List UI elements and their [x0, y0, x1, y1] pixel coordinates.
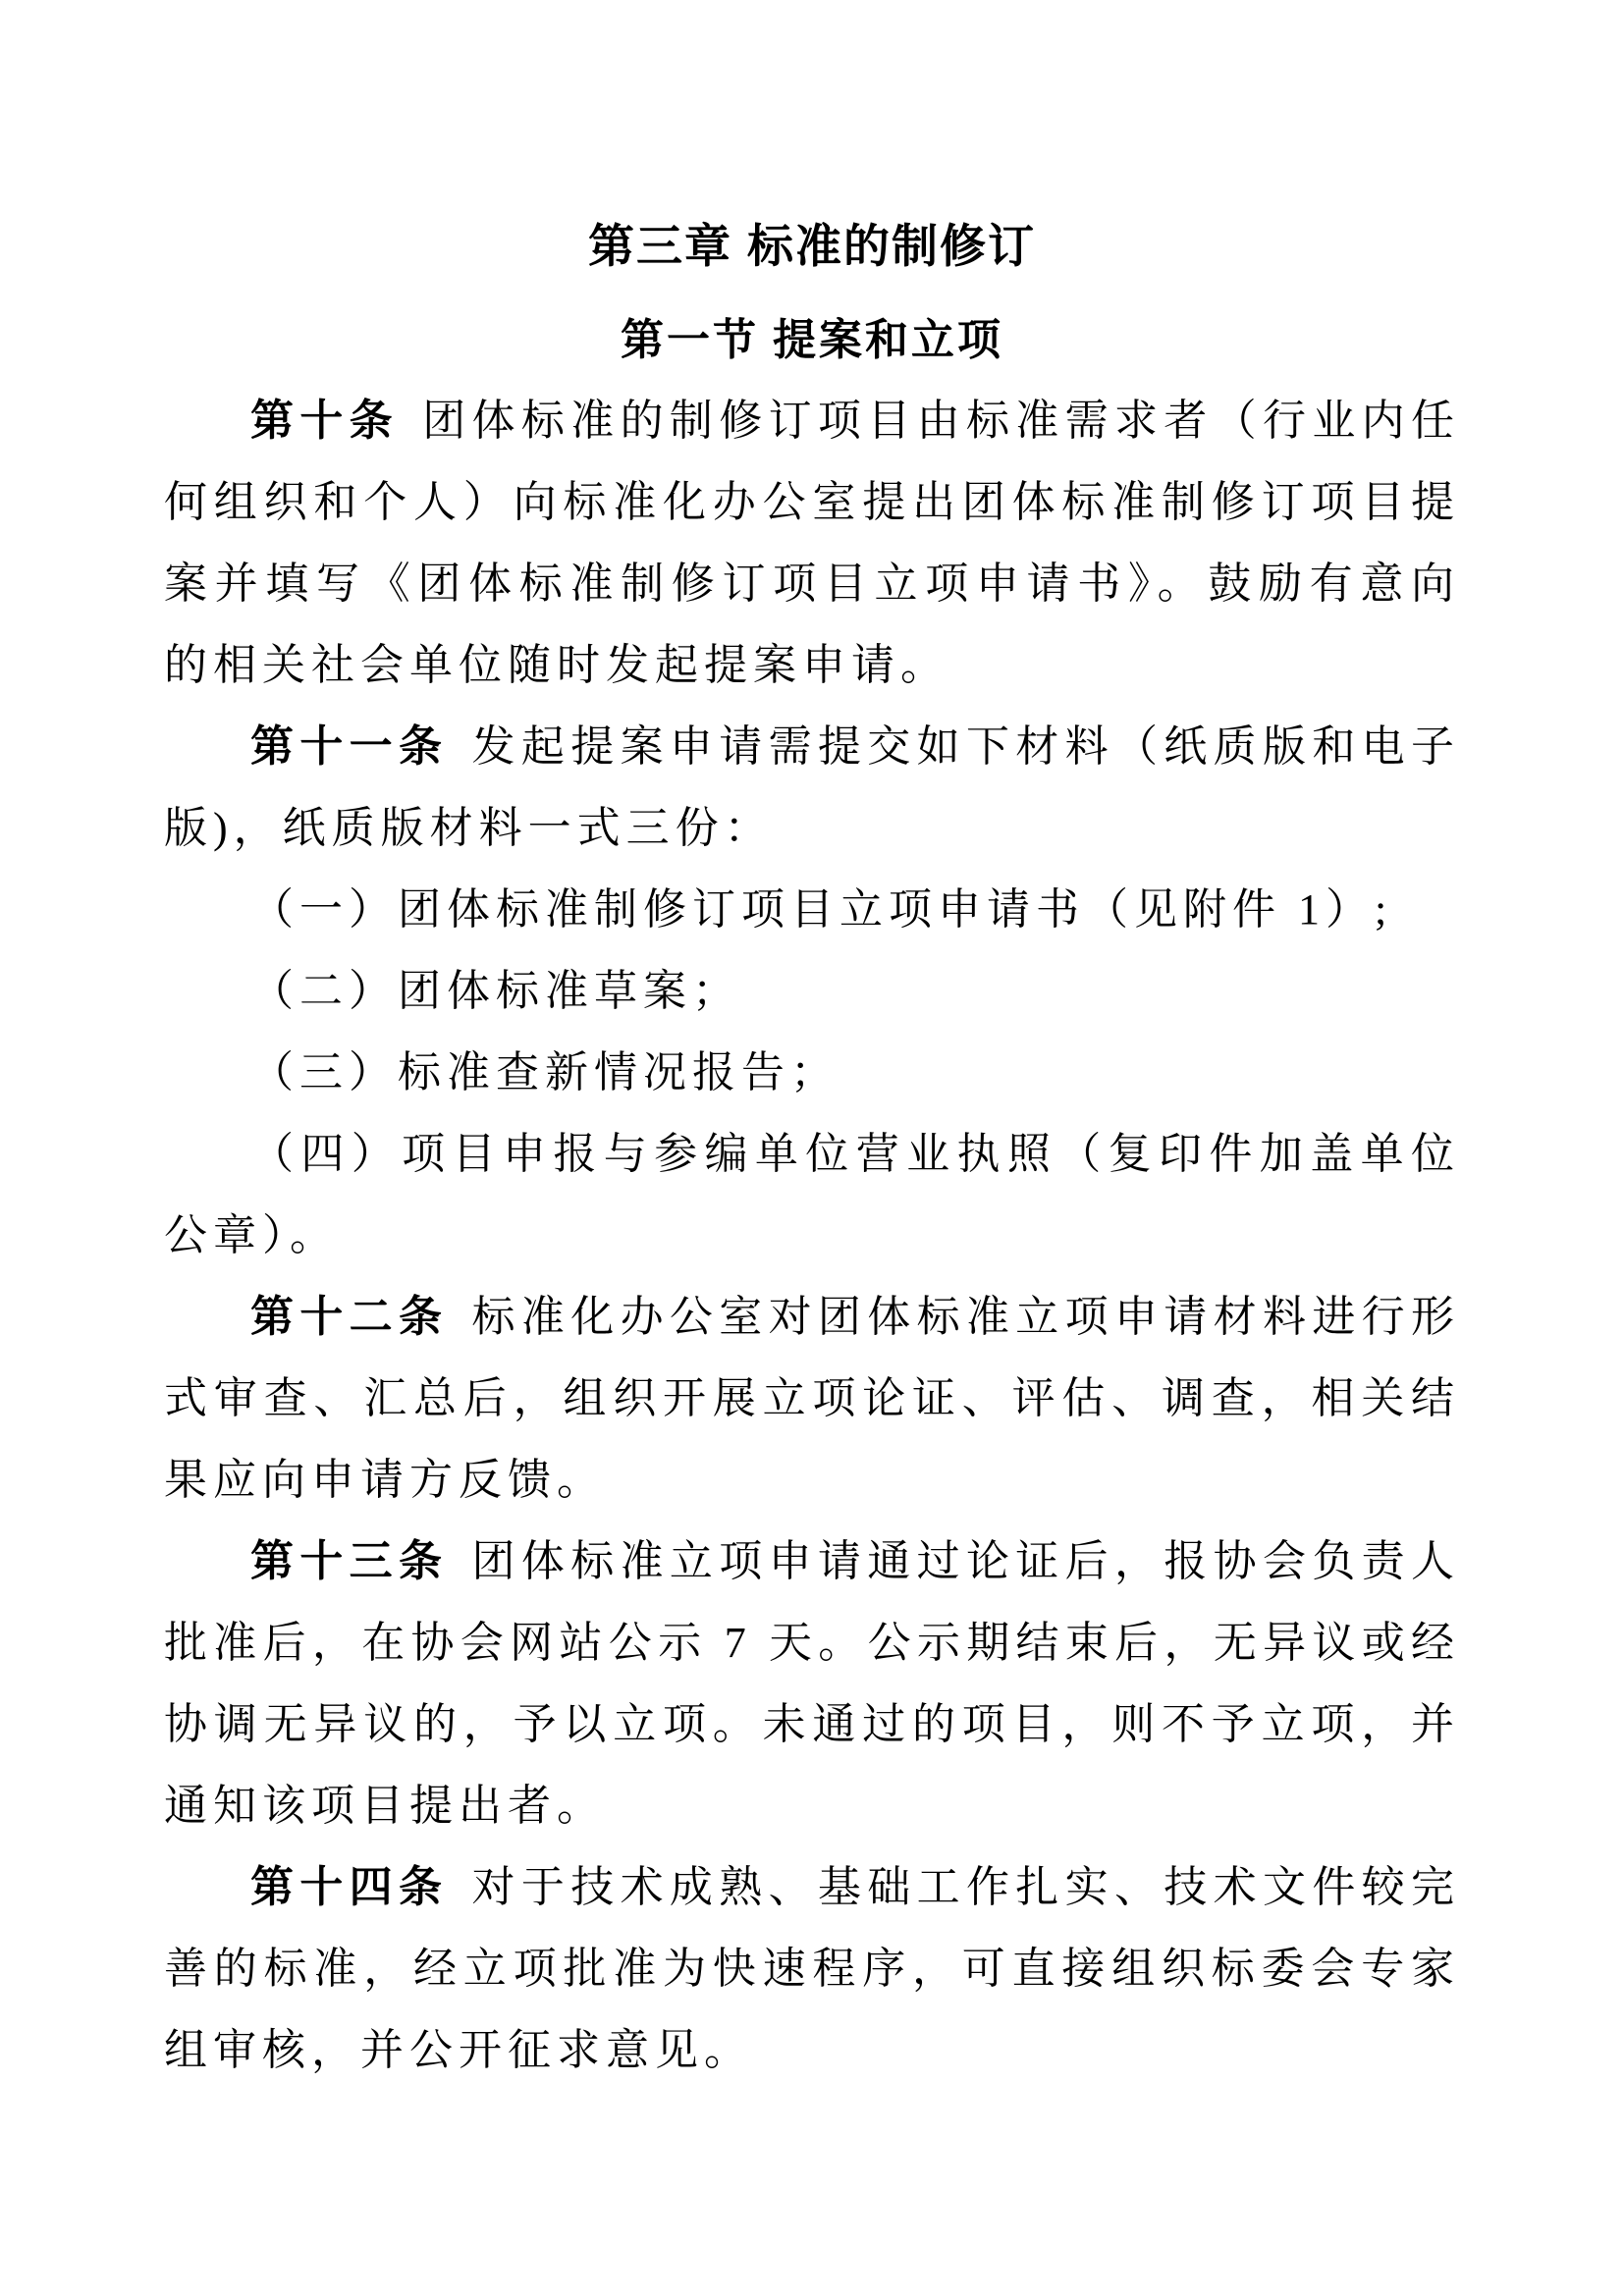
paragraph-text: 对于技术成熟、基础工作扎实、技术文件较完善的标准，经立项批准为快速程序，可直接组织标委会专家组审核，并公开征求意见。	[164, 1863, 1460, 2075]
article-number: 第十四条	[250, 1863, 449, 1912]
list-item-2	[164, 950, 1460, 1032]
page-content	[0, 221, 1624, 2091]
list-item-4	[164, 1113, 1460, 1276]
paragraph-article-11	[164, 706, 1460, 869]
list-item-1	[164, 869, 1460, 950]
paragraph-text: 发起提案申请需提交如下材料（纸质版和电子版)，纸质版材料一式三份：	[164, 722, 1460, 853]
chapter-title: 第三章 标准的制修订	[587, 220, 1037, 272]
paragraph-text: （四）项目申报与参编单位营业执照（复印件加盖单位公章）。	[164, 1130, 1460, 1260]
paragraph-article-13	[164, 1521, 1460, 1846]
list-item-3	[164, 1032, 1460, 1113]
document-body	[164, 380, 1460, 2091]
article-number: 第十条	[250, 397, 400, 446]
section-title: 第一节 提案和立项	[621, 315, 1003, 364]
article-number: 第十一条	[250, 722, 449, 772]
article-number: 第十二条	[250, 1293, 449, 1342]
paragraph-text: 团体标准的制修订项目由标准需求者（行业内任何组织和个人）向标准化办公室提出团体标准制修订项目提案并填写《团体标准制修订项目立项申请书》。鼓励有意向的相关社会单位随时发起提案申请。	[164, 397, 1461, 690]
paragraph-text: 团体标准立项申请通过论证后，报协会负责人批准后，在协会网站公示 7 天。公示期结束后，无异议或经协调无异议的，予以立项。未通过的项目，则不予立项，并通知该项目提出者。	[164, 1537, 1460, 1831]
paragraph-article-10	[164, 380, 1460, 706]
paragraph-text: （二）团体标准草案；	[250, 967, 741, 1016]
paragraph-text: （一）团体标准制修订项目立项申请书（见附件 1）;	[250, 885, 1393, 934]
paragraph-text: （三）标准查新情况报告；	[250, 1048, 839, 1097]
paragraph-text: 标准化办公室对团体标准立项申请材料进行形式审查、汇总后，组织开展立项论证、评估、调查，相关结果应向申请方反馈。	[164, 1293, 1460, 1505]
paragraph-article-14	[164, 1846, 1460, 2091]
paragraph-article-12	[164, 1276, 1460, 1521]
article-number: 第十三条	[250, 1537, 449, 1586]
